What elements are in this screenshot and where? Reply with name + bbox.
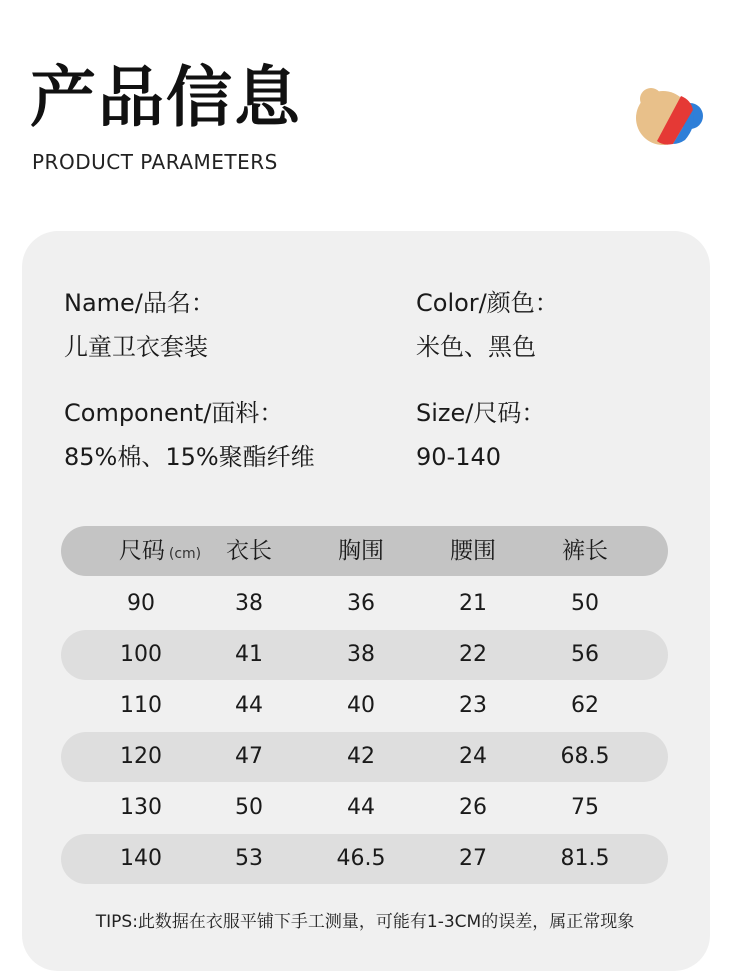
component-label: Component/面料：: [64, 399, 284, 427]
cell-waist: 22: [459, 642, 487, 667]
cell-chest: 46.5: [336, 846, 386, 871]
name-value: 儿童卫衣套装: [64, 333, 208, 361]
cell-waist: 24: [459, 744, 487, 769]
cell-chest: 44: [347, 795, 375, 820]
cell-waist: 27: [459, 846, 487, 871]
table-row: [61, 681, 668, 731]
color-label: Color/颜色：: [416, 289, 559, 317]
cell-pants-length: 81.5: [560, 846, 610, 871]
cell-size: 110: [120, 693, 162, 718]
cell-pants-length: 56: [571, 642, 599, 667]
header-pants-length: 裤长: [562, 538, 608, 564]
cell-waist: 21: [459, 591, 487, 616]
cell-size: 120: [120, 744, 162, 769]
size-value: 90-140: [416, 443, 502, 471]
table-row: [61, 783, 668, 833]
table-row: [61, 630, 668, 680]
cell-size: 140: [120, 846, 162, 871]
cell-size: 100: [120, 642, 162, 667]
header-chest: 胸围: [338, 538, 384, 564]
color-value: 米色、黑色: [416, 333, 536, 361]
page-subtitle: PRODUCT PARAMETERS: [32, 150, 278, 174]
name-label: Name/品名：: [64, 289, 215, 317]
cell-length: 44: [235, 693, 263, 718]
header-size-label: 尺码: [118, 538, 165, 564]
table-row: [61, 834, 668, 884]
cell-length: 38: [235, 591, 263, 616]
page-title: 产品信息: [30, 59, 302, 136]
tips-note: TIPS:此数据在衣服平铺下手工测量，可能有1-3CM的误差，属正常现象: [95, 912, 635, 932]
cell-length: 41: [235, 642, 263, 667]
header-size: [119, 526, 201, 576]
cell-chest: 36: [347, 591, 375, 616]
cell-size: 130: [120, 795, 162, 820]
header-size-unit: (cm): [168, 546, 202, 562]
cell-waist: 23: [459, 693, 487, 718]
cell-pants-length: 68.5: [560, 744, 610, 769]
cell-chest: 38: [347, 642, 375, 667]
table-header-row: [61, 526, 668, 576]
cell-length: 50: [235, 795, 263, 820]
cell-length: 53: [235, 846, 263, 871]
cell-pants-length: 50: [571, 591, 599, 616]
cell-length: 47: [235, 744, 263, 769]
cell-size: 90: [127, 591, 155, 616]
cell-pants-length: 62: [571, 693, 599, 718]
header-waist: 腰围: [450, 538, 496, 564]
size-label: Size/尺码：: [416, 399, 546, 427]
header-length: 衣长: [226, 538, 272, 564]
table-row: [61, 732, 668, 782]
brand-logo-icon: [633, 86, 703, 148]
cell-pants-length: 75: [571, 795, 599, 820]
table-row: [61, 579, 668, 629]
cell-chest: 42: [347, 744, 375, 769]
cell-waist: 26: [459, 795, 487, 820]
component-value: 85%棉、15%聚酯纤维: [64, 443, 315, 471]
cell-chest: 40: [347, 693, 375, 718]
